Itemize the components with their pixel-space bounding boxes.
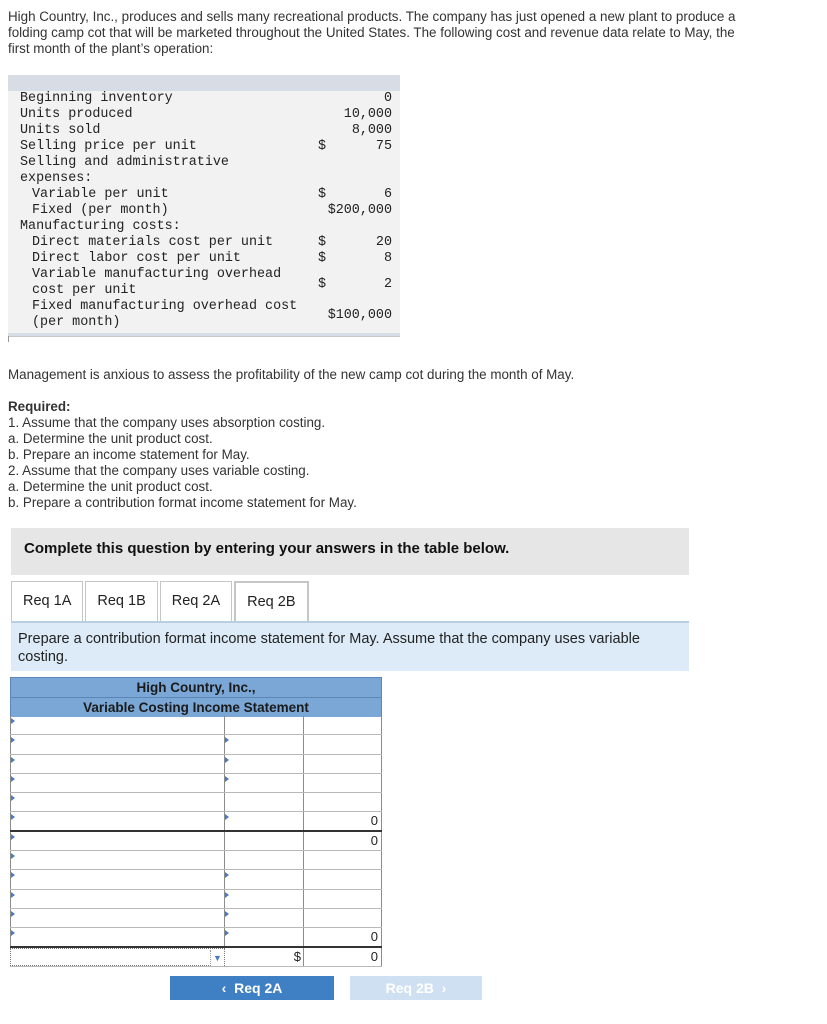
line-item-select[interactable] bbox=[10, 812, 225, 829]
amount-input[interactable] bbox=[225, 928, 304, 945]
required-line: 1. Assume that the company uses absorption costing. bbox=[8, 415, 326, 430]
data-row-fixed-moh-cont bbox=[8, 308, 400, 331]
tab-req-1a[interactable]: Req 1A bbox=[11, 581, 83, 621]
row-label: (per month) bbox=[32, 315, 121, 330]
currency-symbol: $ bbox=[318, 251, 327, 266]
chevron-down-icon[interactable]: ▼ bbox=[210, 950, 224, 966]
cost-revenue-data-table bbox=[8, 75, 400, 336]
chevron-right-icon: › bbox=[441, 980, 447, 996]
currency-symbol: $ bbox=[318, 235, 327, 250]
total-input[interactable] bbox=[304, 793, 382, 811]
required-section bbox=[8, 399, 357, 511]
next-label: Req 2B bbox=[385, 980, 434, 996]
required-line: a. Determine the unit product cost. bbox=[8, 479, 213, 494]
row-label: Units produced bbox=[20, 107, 133, 122]
table-row bbox=[10, 812, 382, 831]
amount-cell bbox=[225, 948, 304, 966]
line-item-select[interactable] bbox=[10, 870, 225, 888]
data-table-header bbox=[8, 75, 400, 91]
problem-intro: High Country, Inc., produces and sells many recreational products. The company has just opened a new plant to produce a folding camp cot that will be marketed throughout the United States. The following cost and revenue data relate to May, the first month of the plant’s operation: bbox=[8, 9, 736, 56]
table-row bbox=[10, 774, 382, 793]
table-row bbox=[10, 851, 382, 870]
row-label: Selling price per unit bbox=[20, 139, 197, 154]
income-statement-table bbox=[10, 677, 382, 967]
data-row-variable-per-unit bbox=[8, 187, 400, 203]
total-value: 0 bbox=[304, 948, 382, 966]
row-label: cost per unit bbox=[32, 283, 137, 298]
data-row-sga-heading-cont bbox=[8, 171, 400, 187]
row-value: 8,000 bbox=[351, 123, 392, 138]
chevron-left-icon: ‹ bbox=[221, 980, 227, 996]
total-input[interactable] bbox=[304, 716, 382, 734]
line-item-select[interactable] bbox=[10, 716, 225, 734]
line-item-select[interactable] bbox=[10, 755, 225, 773]
total-input[interactable] bbox=[304, 909, 382, 927]
company-name: High Country, Inc., bbox=[136, 680, 256, 695]
required-heading: Required: bbox=[8, 399, 71, 414]
table-row bbox=[10, 890, 382, 909]
row-value: 10,000 bbox=[343, 107, 392, 122]
data-row-fixed-per-month bbox=[8, 203, 400, 219]
required-line: 2. Assume that the company uses variable costing. bbox=[8, 463, 310, 478]
total-input[interactable] bbox=[304, 735, 382, 753]
row-value: 2 bbox=[383, 277, 392, 292]
data-row-sga-heading bbox=[8, 155, 400, 171]
previous-label: Req 2A bbox=[234, 980, 283, 996]
table-row bbox=[10, 948, 382, 967]
row-value: $100,000 bbox=[327, 308, 392, 323]
statement-header bbox=[10, 677, 382, 716]
table-row bbox=[10, 793, 382, 812]
amount-input[interactable] bbox=[225, 851, 304, 869]
row-label: Selling and administrative bbox=[20, 155, 229, 170]
table-row bbox=[10, 716, 382, 735]
amount-input[interactable] bbox=[225, 755, 304, 773]
amount-input[interactable] bbox=[225, 870, 304, 888]
table-row bbox=[10, 909, 382, 928]
row-label: expenses: bbox=[20, 171, 93, 186]
data-row-mfg-costs-heading bbox=[8, 219, 400, 235]
total-value: 0 bbox=[304, 928, 382, 945]
table-row bbox=[10, 832, 382, 851]
tab-req-2a[interactable]: Req 2A bbox=[160, 581, 232, 621]
amount-input[interactable] bbox=[225, 716, 304, 734]
currency-symbol: $ bbox=[318, 139, 327, 154]
row-value: 75 bbox=[375, 139, 392, 154]
line-item-select[interactable] bbox=[10, 890, 225, 908]
divider-tick bbox=[8, 336, 9, 342]
amount-input[interactable] bbox=[225, 812, 304, 829]
total-input[interactable] bbox=[304, 870, 382, 888]
next-requirement-button[interactable] bbox=[350, 976, 482, 1000]
amount-input[interactable] bbox=[225, 793, 304, 811]
line-item-select[interactable] bbox=[10, 928, 225, 945]
table-row bbox=[10, 870, 382, 889]
row-label: Direct labor cost per unit bbox=[32, 251, 241, 266]
management-text: Management is anxious to assess the profitability of the new camp cot during the month of May. bbox=[8, 367, 575, 382]
table-row bbox=[10, 928, 382, 947]
line-item-select[interactable] bbox=[10, 832, 225, 850]
line-item-select[interactable] bbox=[10, 909, 225, 927]
row-value: 6 bbox=[383, 187, 392, 202]
table-row bbox=[10, 755, 382, 774]
total-input[interactable] bbox=[304, 774, 382, 792]
line-item-select[interactable] bbox=[10, 851, 225, 869]
total-value: 0 bbox=[304, 812, 382, 829]
data-row-direct-materials bbox=[8, 235, 400, 251]
statement-title: Variable Costing Income Statement bbox=[11, 697, 381, 717]
row-label: Direct materials cost per unit bbox=[32, 235, 274, 250]
line-item-select[interactable] bbox=[10, 793, 225, 811]
currency-symbol: $ bbox=[318, 277, 327, 292]
divider bbox=[8, 336, 400, 337]
total-input[interactable] bbox=[304, 755, 382, 773]
currency-symbol: $ bbox=[318, 187, 327, 202]
row-value: $200,000 bbox=[327, 203, 392, 218]
data-row-beginning-inventory bbox=[8, 91, 400, 107]
row-value: 8 bbox=[383, 251, 392, 266]
row-label: Units sold bbox=[20, 123, 101, 138]
table-row bbox=[10, 735, 382, 754]
row-label: Fixed manufacturing overhead cost bbox=[32, 299, 298, 314]
amount-input[interactable] bbox=[225, 735, 304, 753]
required-line: a. Determine the unit product cost. bbox=[8, 431, 213, 446]
total-input[interactable] bbox=[304, 851, 382, 869]
row-label: Manufacturing costs: bbox=[20, 219, 181, 234]
data-row-units-sold bbox=[8, 123, 400, 139]
row-label: Variable per unit bbox=[32, 187, 169, 202]
row-label: Variable manufacturing overhead bbox=[32, 267, 282, 282]
required-line: b. Prepare an income statement for May. bbox=[8, 447, 250, 462]
requirement-tabs bbox=[11, 581, 311, 621]
amount-input[interactable] bbox=[225, 890, 304, 908]
row-value: 20 bbox=[375, 235, 392, 250]
required-line: b. Prepare a contribution format income statement for May. bbox=[8, 495, 357, 510]
previous-requirement-button[interactable] bbox=[170, 976, 334, 1000]
data-row-units-produced bbox=[8, 107, 400, 123]
data-row-direct-labor bbox=[8, 251, 400, 267]
row-value: 0 bbox=[383, 91, 392, 106]
question-prompt: Prepare a contribution format income statement for May. Assume that the company uses variable costing. bbox=[11, 621, 689, 671]
tab-req-2b[interactable]: Req 2B bbox=[234, 581, 308, 621]
total-input[interactable] bbox=[304, 890, 382, 908]
line-item-select[interactable] bbox=[10, 735, 225, 753]
total-value: 0 bbox=[304, 832, 382, 850]
tab-req-1b[interactable]: Req 1B bbox=[85, 581, 157, 621]
instructions-banner: Complete this question by entering your answers in the table below. bbox=[11, 528, 689, 575]
row-label: Beginning inventory bbox=[20, 91, 173, 106]
amount-input[interactable] bbox=[225, 774, 304, 792]
line-item-select[interactable] bbox=[10, 774, 225, 792]
net-operating-income-select[interactable] bbox=[10, 948, 225, 966]
currency-symbol: $ bbox=[293, 948, 301, 964]
data-row-variable-moh-cont bbox=[8, 277, 400, 299]
amount-input[interactable] bbox=[225, 909, 304, 927]
data-row-selling-price bbox=[8, 139, 400, 155]
amount-input[interactable] bbox=[225, 832, 304, 850]
row-label: Fixed (per month) bbox=[32, 203, 169, 218]
